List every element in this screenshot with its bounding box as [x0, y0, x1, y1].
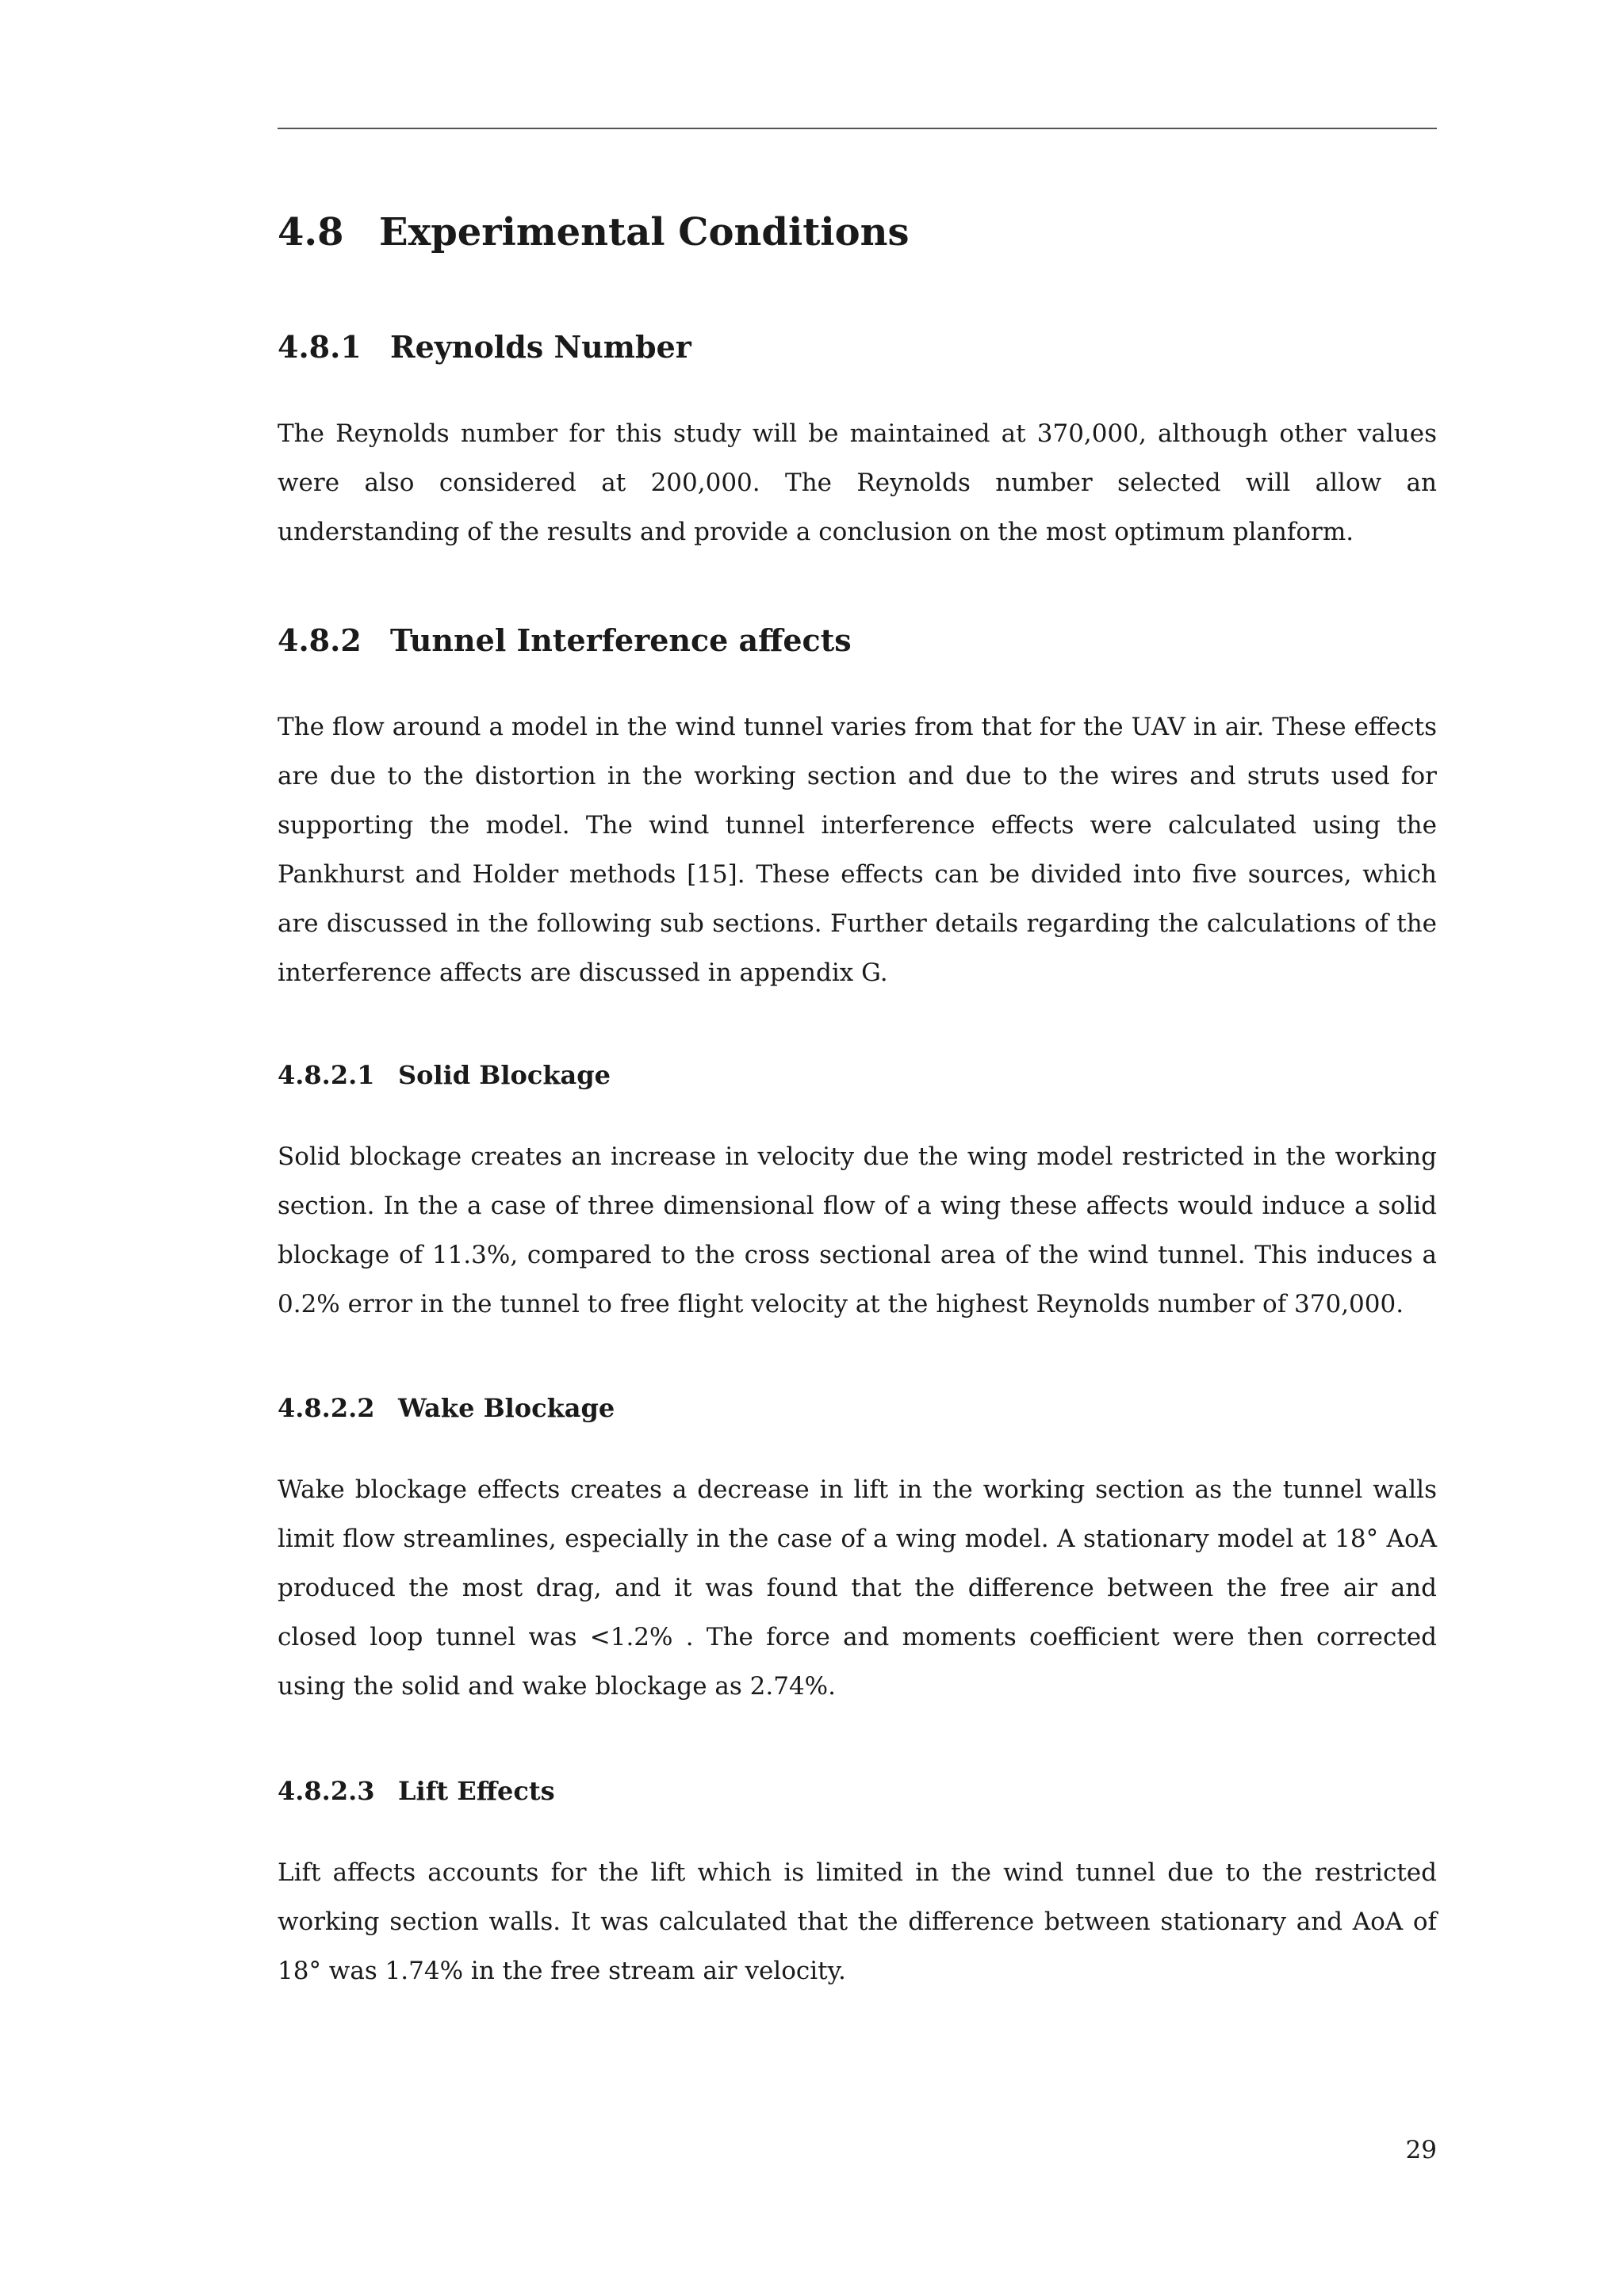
paragraph-wake-blockage: Wake blockage effects creates a decrease in lift in the working section as the tunnel walls limit flow streamlines, especially in the case of a wing model. A stationary model at 18° AoA produced the most drag, and it was found that the difference between the free air and closed loop tunnel was <1.2% . The force and moments coefficient were then corrected using the solid and wake blockage as 2.74%. — [278, 1475, 1437, 1701]
subsection-heading-tunnel-interference — [278, 622, 852, 658]
subsubsection-title: Solid Blockage — [398, 1060, 611, 1090]
section-number: 4.8 — [278, 210, 344, 254]
subsubsection-number: 4.8.2.3 — [278, 1776, 375, 1806]
subsubsection-number: 4.8.2.1 — [278, 1060, 375, 1090]
subsubsection-title: Wake Blockage — [398, 1393, 615, 1423]
subsubsection-heading-solid-blockage — [278, 1060, 611, 1090]
subsection-title: Reynolds Number — [390, 329, 691, 365]
subsubsection-heading-wake-blockage — [278, 1393, 615, 1423]
section-heading — [278, 210, 910, 254]
paragraph-reynolds: The Reynolds number for this study will be maintained at 370,000, although other values were also considered at 200,000. The Reynolds number selected will allow an understanding of the results and provide a conclusion on the most optimum planform. — [278, 419, 1437, 546]
page-number: 29 — [1405, 2136, 1437, 2164]
subsection-heading-reynolds — [278, 329, 691, 365]
subsubsection-title: Lift Effects — [398, 1776, 555, 1806]
subsubsection-heading-lift-effects — [278, 1776, 555, 1806]
document-page — [278, 0, 1437, 2296]
paragraph-tunnel-interference: The flow around a model in the wind tunnel varies from that for the UAV in air. These effects are due to the distortion in the working section and due to the wires and struts used for supporting the model. The wind tunnel interference effects were calculated using the Pankhurst and Holder methods [15]. These effects can be divided into five sources, which are discussed in the following sub sections. Further details regarding the calculations of the interference affects are discussed in appendix G. — [278, 713, 1437, 987]
subsection-title: Tunnel Interference affects — [390, 622, 852, 658]
paragraph-lift-effects: Lift affects accounts for the lift which is limited in the wind tunnel due to the restricted working section walls. It was calculated that the difference between stationary and AoA of 18° was 1.74% in the free stream air velocity. — [278, 1858, 1437, 1985]
header-rule — [278, 128, 1437, 129]
subsection-number: 4.8.2 — [278, 622, 362, 658]
subsubsection-number: 4.8.2.2 — [278, 1393, 375, 1423]
subsection-number: 4.8.1 — [278, 329, 362, 365]
paragraph-solid-blockage: Solid blockage creates an increase in velocity due the wing model restricted in the working section. In the a case of three dimensional flow of a wing these affects would induce a solid blockage of 11.3%, compared to the cross sectional area of the wind tunnel. This induces a 0.2% error in the tunnel to free flight velocity at the highest Reynolds number of 370,000. — [278, 1142, 1437, 1318]
section-title: Experimental Conditions — [379, 210, 910, 254]
